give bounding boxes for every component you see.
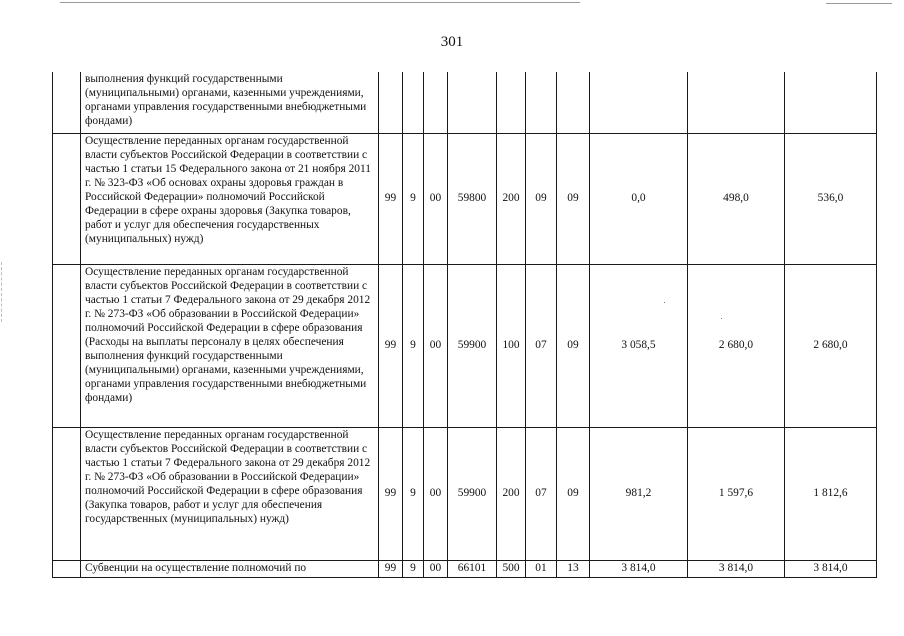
- code-cell: 07: [526, 264, 557, 427]
- amount-cell: 2 680,0: [785, 264, 877, 427]
- code-cell: 200: [497, 133, 526, 264]
- empty-cell: [53, 560, 81, 577]
- table-row: [53, 133, 877, 264]
- code-cell: 59900: [448, 264, 497, 427]
- code-cell: [424, 72, 448, 133]
- code-cell: 9: [403, 560, 424, 577]
- amount-cell: 1 812,6: [785, 427, 877, 560]
- code-cell: 99: [379, 264, 403, 427]
- budget-table: [52, 72, 877, 578]
- empty-cell: [53, 72, 81, 133]
- empty-cell: [53, 427, 81, 560]
- row-description: Субвенции на осуществление полномочий по: [81, 560, 379, 577]
- code-cell: 200: [497, 427, 526, 560]
- code-cell: 9: [403, 427, 424, 560]
- code-cell: 00: [424, 133, 448, 264]
- amount-cell: 498,0: [688, 133, 785, 264]
- empty-cell: [53, 264, 81, 427]
- table-row: [53, 427, 877, 560]
- scan-edge-line: [60, 2, 580, 3]
- code-cell: 00: [424, 560, 448, 577]
- row-description: Осуществление переданных органам государственной власти субъектов Российской Федерации в соответствии с частью 1 статьи 7 Федерального закона от 29 декабря 2012 г. № 273-ФЗ «Об образовании в Российской Федерации» полномочий Российской Федерации в сфере образования (Расходы на выплаты персоналу в целях обеспечения выполнения функций государственными (муниципальными) органами, казенными учреждениями, органами управления государственными внебюджетными фондами): [81, 264, 379, 427]
- row-description: Осуществление переданных органам государственной власти субъектов Российской Федерации в соответствии с частью 1 статьи 15 Федерального закона от 21 ноября 2011 г. № 323-ФЗ «Об основах охраны здоровья граждан в Российской Федерации» полномочий Российской Федерации в сфере охраны здоровья (Закупка товаров, работ и услуг для обеспечения государственных (муниципальных) нужд): [81, 133, 379, 264]
- amount-cell: 3 814,0: [590, 560, 688, 577]
- code-cell: 13: [557, 560, 590, 577]
- code-cell: 99: [379, 427, 403, 560]
- code-cell: 09: [557, 264, 590, 427]
- scan-speck: [721, 318, 722, 319]
- amount-cell: 3 814,0: [688, 560, 785, 577]
- code-cell: 09: [526, 133, 557, 264]
- code-cell: 99: [379, 133, 403, 264]
- amount-cell: 1 597,6: [688, 427, 785, 560]
- code-cell: 66101: [448, 560, 497, 577]
- code-cell: 09: [557, 133, 590, 264]
- scan-speck: [664, 302, 665, 303]
- scan-margin-marks: [1, 262, 8, 322]
- code-cell: 9: [403, 264, 424, 427]
- code-cell: 01: [526, 560, 557, 577]
- code-cell: [526, 72, 557, 133]
- code-cell: 07: [526, 427, 557, 560]
- code-cell: 500: [497, 560, 526, 577]
- page-number: 301: [440, 34, 464, 50]
- amount-cell: 3 814,0: [785, 560, 877, 577]
- code-cell: 59800: [448, 133, 497, 264]
- code-cell: 09: [557, 427, 590, 560]
- code-cell: [403, 72, 424, 133]
- code-cell: [497, 72, 526, 133]
- code-cell: 100: [497, 264, 526, 427]
- amount-cell: 981,2: [590, 427, 688, 560]
- row-description: выполнения функций государственными (муниципальными) органами, казенными учреждениями, органами управления государственными внебюджетными фондами): [81, 72, 379, 133]
- amount-cell: [590, 72, 688, 133]
- table-row: [53, 560, 877, 577]
- empty-cell: [53, 133, 81, 264]
- amount-cell: 536,0: [785, 133, 877, 264]
- scan-edge-line: [826, 3, 892, 4]
- amount-cell: [785, 72, 877, 133]
- row-description: Осуществление переданных органам государственной власти субъектов Российской Федерации в соответствии с частью 1 статьи 7 Федерального закона от 29 декабря 2012 г. № 273-ФЗ «Об образовании в Российской Федерации» полномочий Российской Федерации в сфере образования (Закупка товаров, работ и услуг для обеспечения государственных (муниципальных) нужд): [81, 427, 379, 560]
- code-cell: [557, 72, 590, 133]
- code-cell: 99: [379, 560, 403, 577]
- table-row: [53, 72, 877, 133]
- amount-cell: [688, 72, 785, 133]
- code-cell: 00: [424, 264, 448, 427]
- table-row: [53, 264, 877, 427]
- amount-cell: 2 680,0: [688, 264, 785, 427]
- code-cell: 00: [424, 427, 448, 560]
- code-cell: 9: [403, 133, 424, 264]
- code-cell: 59900: [448, 427, 497, 560]
- amount-cell: 3 058,5: [590, 264, 688, 427]
- code-cell: [448, 72, 497, 133]
- code-cell: [379, 72, 403, 133]
- amount-cell: 0,0: [590, 133, 688, 264]
